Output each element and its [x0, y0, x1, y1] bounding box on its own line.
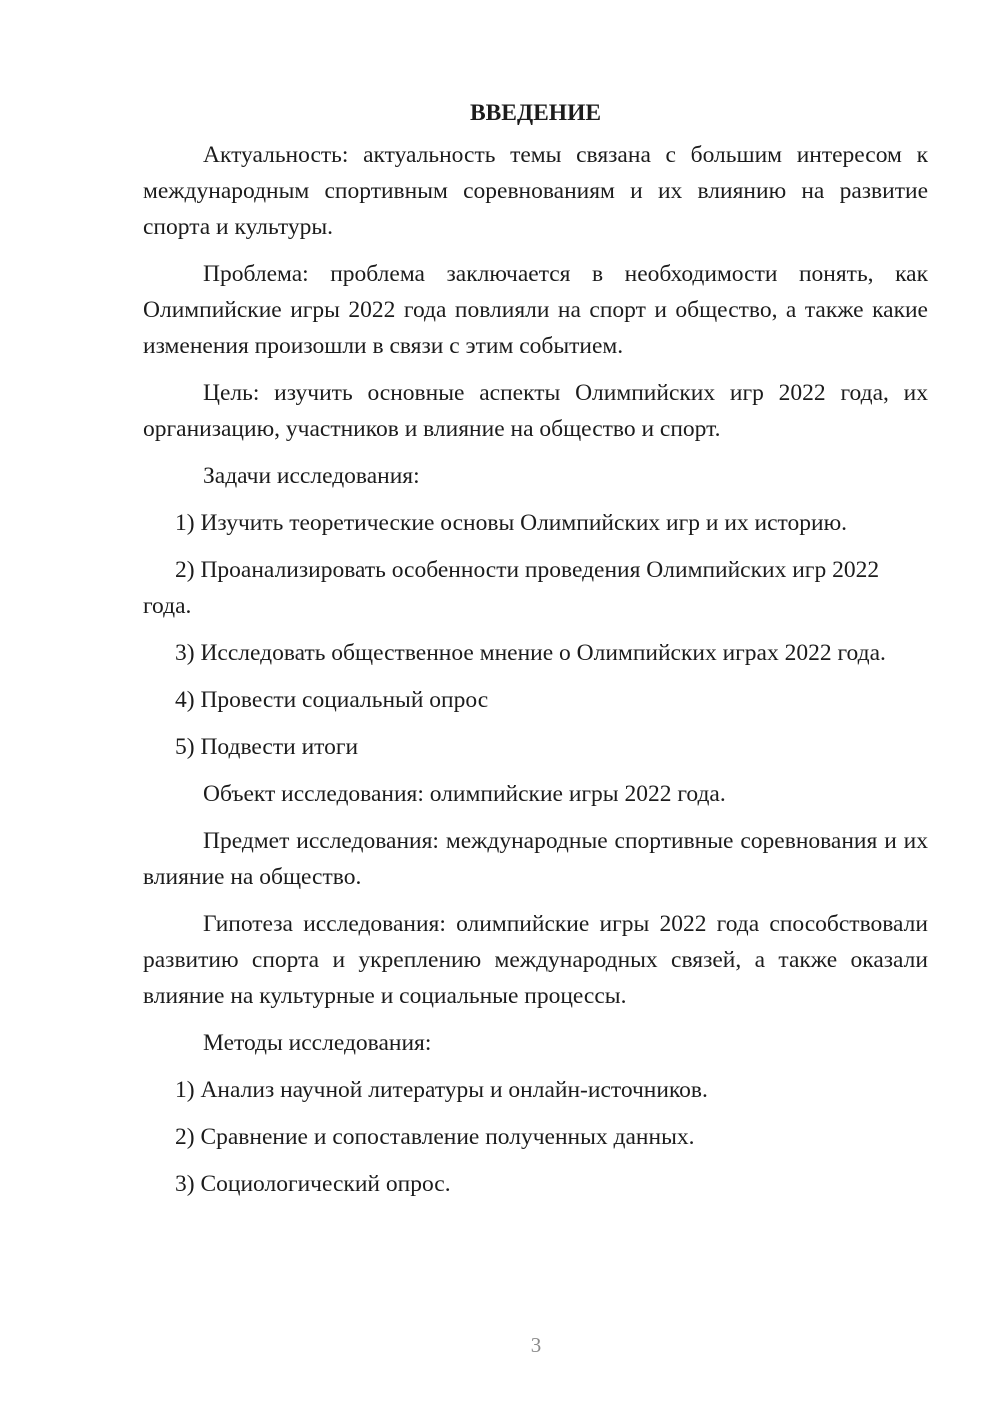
task-item-3: 3) Исследовать общественное мнение о Олимпийских играх 2022 года. — [175, 640, 886, 666]
object-paragraph: Объект исследования: олимпийские игры 2022 года. — [203, 781, 726, 807]
hypothesis-paragraph: Гипотеза исследования: олимпийские игры 2022 года способствовали развитию спорта и укреплению международных связей, а также оказали влияние на культурные и социальные процессы. — [143, 911, 928, 1009]
goal-paragraph: Цель: изучить основные аспекты Олимпийских игр 2022 года, их организацию, участников и влияние на общество и спорт. — [143, 380, 928, 442]
method-item-2: 2) Сравнение и сопоставление полученных данных. — [175, 1124, 695, 1150]
page-title: ВВЕДЕНИЕ — [469, 100, 602, 126]
method-item-3: 3) Социологический опрос. — [175, 1171, 451, 1197]
document-body — [143, 95, 928, 1213]
task-item-2: 2) Проанализировать особенности проведения Олимпийских игр 2022 года. — [143, 557, 880, 619]
problem-paragraph: Проблема: проблема заключается в необходимости понять, как Олимпийские игры 2022 года повлияли на спорт и общество, а также какие изменения произошли в связи с этим событием. — [143, 261, 928, 359]
page-number: 3 — [530, 1333, 542, 1357]
relevance-paragraph: Актуальность: актуальность темы связана с большим интересом к международным спортивным соревнованиям и их влиянию на развитие спорта и культуры. — [143, 142, 928, 240]
method-item-1: 1) Анализ научной литературы и онлайн-источников. — [175, 1077, 708, 1103]
task-item-5: 5) Подвести итоги — [175, 734, 359, 760]
subject-paragraph: Предмет исследования: международные спортивные соревнования и их влияние на общество. — [143, 828, 928, 890]
task-item-1: 1) Изучить теоретические основы Олимпийских игр и их историю. — [175, 510, 847, 536]
tasks-heading: Задачи исследования: — [203, 463, 420, 489]
methods-heading: Методы исследования: — [203, 1030, 432, 1056]
task-item-4: 4) Провести социальный опрос — [175, 687, 489, 713]
